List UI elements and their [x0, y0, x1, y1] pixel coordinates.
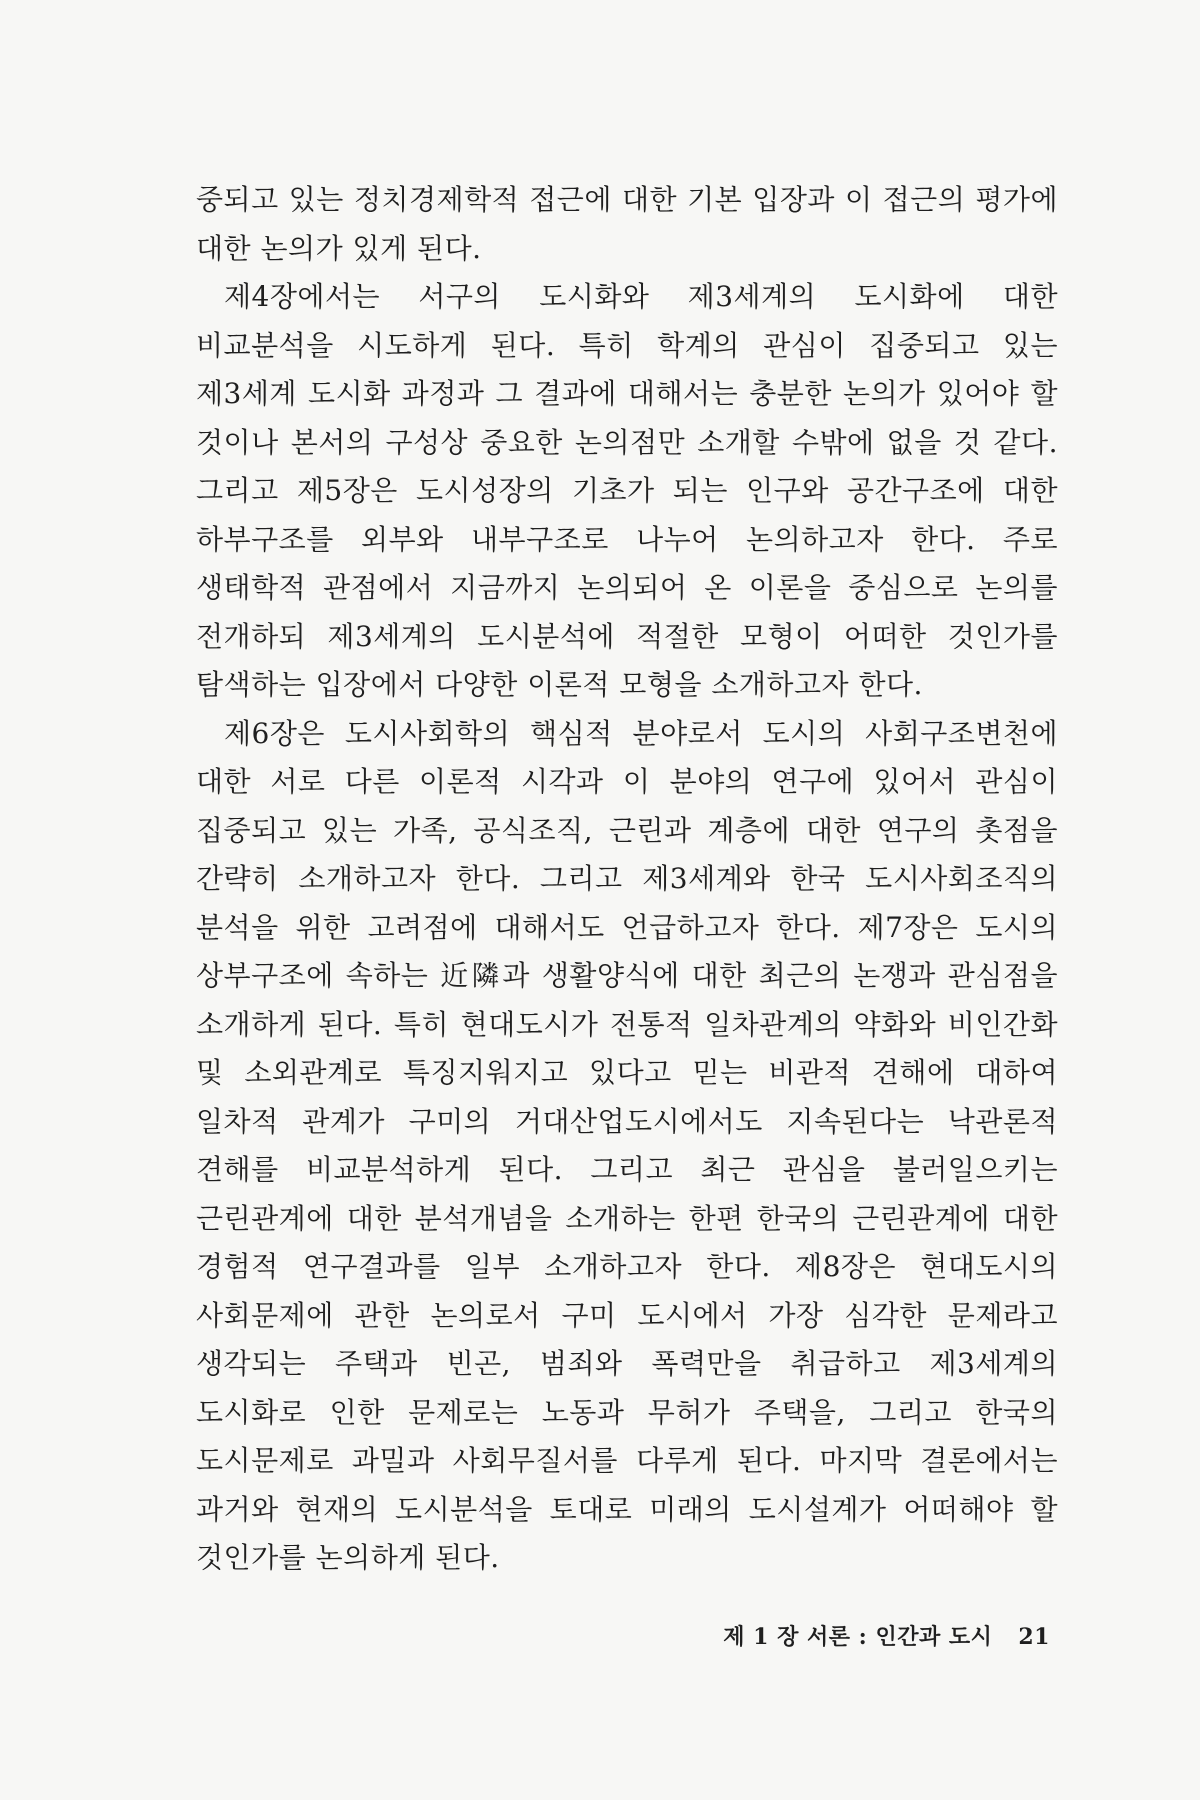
paragraph-1: 중되고 있는 정치경제학적 접근에 대한 기본 입장과 이 접근의 평가에 대한 논의가 있게 된다. — [196, 183, 1058, 265]
body-text — [196, 176, 1058, 1583]
page-footer — [723, 1620, 1050, 1651]
paragraph-3: 제6장은 도시사회학의 핵심적 분야로서 도시의 사회구조변천에 대한 서로 다른 이론적 시각과 이 분야의 연구에 있어서 관심이 집중되고 있는 가족, 공식조직, 근린과 계층에 대한 연구의 촛점을 간략히 소개하고자 한다. 그리고 제3세계와 한국 도시사회조직의 분석을 위한 고려점에 대해서도 언급하고자 한다. 제7장은 도시의 상부구조에 속하는 近隣과 생활양식에 대한 최근의 논쟁과 관심점을 소개하게 된다. 특히 현대도시가 전통적 일차관계의 약화와 비인간화 및 소외관계로 특징지워지고 있다고 믿는 비관적 견해에 대하여 일차적 관계가 구미의 거대산업도시에서도 지속된다는 낙관론적 견해를 비교분석하게 된다. 그리고 최근 관심을 불러일으키는 근린관계에 대한 분석개념을 소개하는 한편 한국의 근린관계에 대한 경험적 연구결과를 일부 소개하고자 한다. 제8장은 현대도시의 사회문제에 관한 논의로서 구미 도시에서 가장 심각한 문제라고 생각되는 주택과 빈곤, 범죄와 폭력만을 취급하고 제3세계의 도시화로 인한 문제로는 노동과 무허가 주택을, 그리고 한국의 도시문제로 과밀과 사회무질서를 다루게 된다. 마지막 결론에서는 과거와 현재의 도시분석을 토대로 미래의 도시설계가 어떠해야 할 것인가를 논의하게 된다. — [196, 716, 1058, 1574]
page-number: 21 — [1018, 1624, 1050, 1650]
paragraph-2: 제4장에서는 서구의 도시화와 제3세계의 도시화에 대한 비교분석을 시도하게 된다. 특히 학계의 관심이 집중되고 있는 제3세계 도시화 과정과 그 결과에 대해서는 충분한 논의가 있어야 할 것이나 본서의 구성상 중요한 논의점만 소개할 수밖에 없을 것 같다. 그리고 제5장은 도시성장의 기초가 되는 인구와 공간구조에 대한 하부구조를 외부와 내부구조로 나누어 논의하고자 한다. 주로 생태학적 관점에서 지금까지 논의되어 온 이론을 중심으로 논의를 전개하되 제3세계의 도시분석에 적절한 모형이 어떠한 것인가를 탐색하는 입장에서 다양한 이론적 모형을 소개하고자 한다. — [196, 280, 1058, 701]
running-footer-chapter: 제 1 장 서론 : 인간과 도시 — [723, 1624, 993, 1650]
